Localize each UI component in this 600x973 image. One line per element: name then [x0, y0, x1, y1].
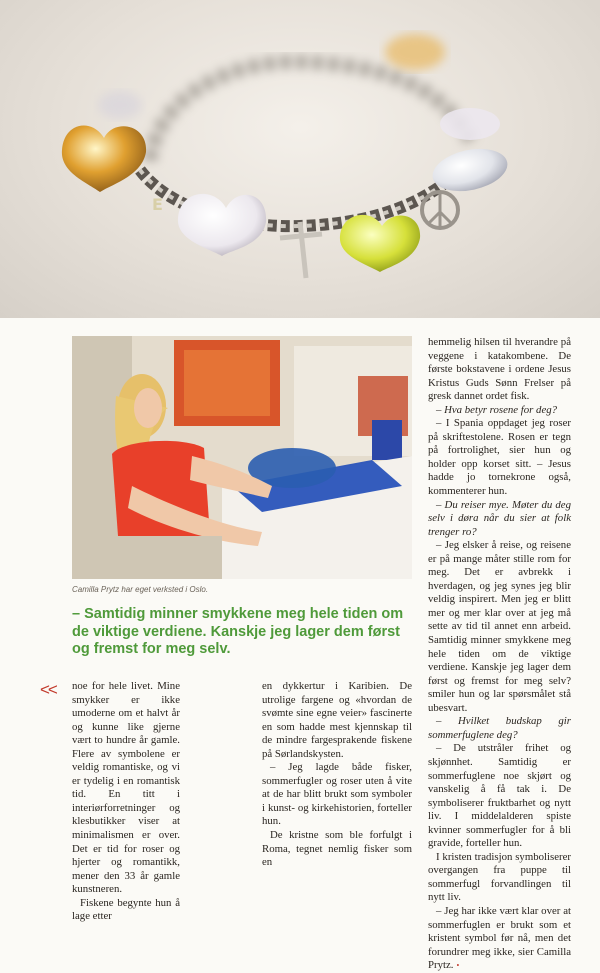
paragraph: noe for hele livet. Mine smykker er ikke umoderne om et halvt år og kunne like gjerne vært to hundre år gamle. Flere av symbolene er veldig romantiske, og vi er tydelig i en romantisk tid. En titt i interiørforretninger og klesbutikker viser at minimalismen er over. Det er tid for roser og hjerter og romantikk, mener den 33 år gamle kunstneren.: [72, 680, 180, 896]
svg-text:E: E: [152, 195, 163, 214]
continuation-marker: <<: [40, 680, 56, 699]
pull-quote: – Samtidig minner smykkene meg hele tiden om de viktige verdiene. Kanskje jeg lager dem først og fremst for meg selv.: [72, 606, 404, 657]
bracelet-illustration: [0, 0, 600, 318]
paragraph: – Jeg elsker å reise, og reisene er på mange måter stille rom for meg. Det er avbrekk i hverdagen, og jeg synes jeg blir veldig inspirert. Men jeg er blitt mer og mer klar over at jeg må sette av tid til annet enn arbeid. Samtidig minner smykkene meg hele tiden om de viktige verdiene. Kanskje jeg lager dem først og fremst for meg selv? smiler hun og lar spørsmålet stå ubesvart.: [428, 539, 571, 714]
paragraph: hemmelig hilsen til hverandre på veggene i katakombene. De første bokstavene i ordene Jesus Kristus Guds Sønn Frelser på gresk dannet ordet fisk.: [428, 336, 571, 403]
question: – Hvilket budskap gir sommerfuglene deg?: [428, 715, 571, 741]
paragraph: [428, 905, 571, 973]
bracelet-photo: [0, 0, 600, 318]
text-column-1: [72, 680, 180, 924]
paragraph: I kristen tradisjon symboliserer overgangen fra puppe til sommerfugl forvandlingen til nytt liv.: [428, 850, 571, 904]
paragraph: Fiskene begynte hun å lage etter: [72, 896, 180, 923]
paragraph-text: – Jeg har ikke vært klar over at sommerfuglen er brukt som et kristent symbol før nå, men det forundrer meg ikke, sier Camilla Prytz.: [428, 904, 571, 972]
paragraph: – Jeg lagde både fisker, sommerfugler og roser uten å vite at de har blitt brukt som symboler i kunst- og kirkehistorien, forteller hun.: [262, 761, 412, 828]
text-column-2: [262, 680, 412, 870]
paragraph: en dykkertur i Karibien. De utrolige fargene og «hvordan de svømte sine egne veier» fascinerte en som hadde mest kjennskap til de mindre fargesprakende fiskene på Sørlandskysten.: [262, 680, 412, 760]
studio-illustration: [72, 336, 412, 579]
studio-photo: [72, 336, 412, 579]
question: – Du reiser mye. Møter du deg selv i døra når du sier at folk trenger ro?: [428, 498, 571, 538]
paragraph: De kristne som ble forfulgt i Roma, tegnet nemlig fisker som en: [262, 829, 412, 869]
photo-caption: Camilla Prytz har eget verksted i Oslo.: [72, 585, 209, 594]
question: – Hva betyr rosene for deg?: [436, 403, 558, 416]
paragraph: – De utstråler frihet og skjønnhet. Samtidig er sommerfuglene noe skjørt og vanskelig å få tak i. De symboliserer fruktbarhet og nytt liv. I middelalderen spiste kvinner sommerfugler for å bli gravide, forteller hun.: [428, 742, 571, 850]
end-mark: •: [456, 961, 460, 971]
text-column-3: [428, 336, 571, 973]
paragraph: – I Spania oppdaget jeg roser på skriftestolene. Rosen er tegn på fortrolighet, sier hun og holder opp korset sitt. – Jesus hadde jo tornekrone også, kommenterer hun.: [428, 417, 571, 498]
